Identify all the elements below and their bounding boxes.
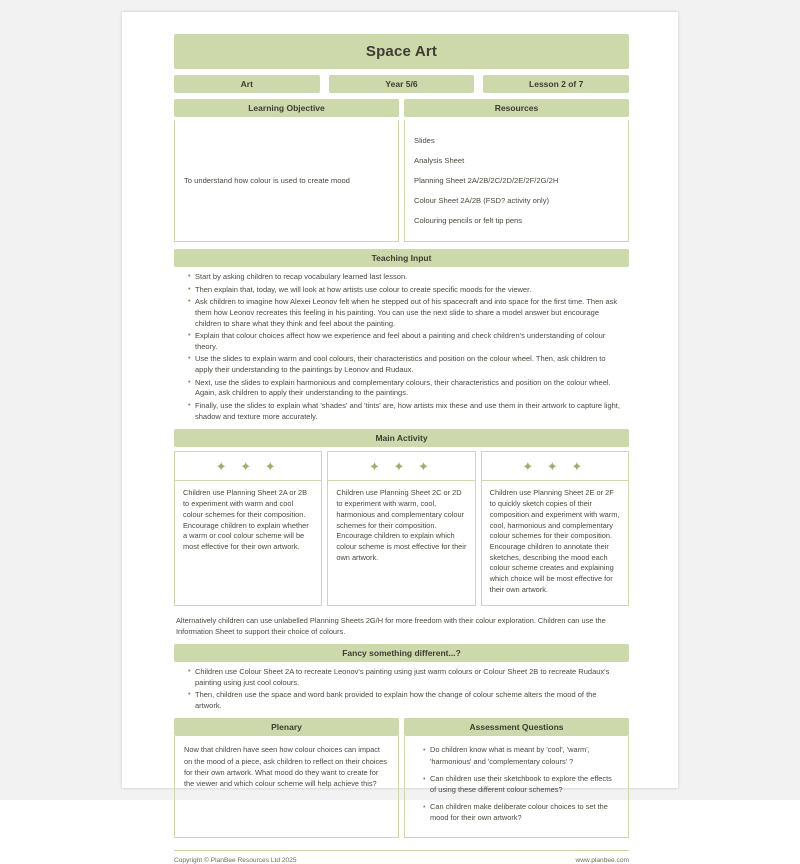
list-item: • Next, use the slides to explain harmonious and complementary colours, their characteristics and position on the colour wheel. Again, ask children to apply their understanding to the paintings. (188, 378, 625, 399)
leaf-decoration-icon: ✦ ✦ ✦ (328, 452, 474, 481)
list-item: Planning Sheet 2A/2B/2C/2D/2E/2F/2G/2H (414, 175, 559, 185)
meta-row (174, 75, 629, 93)
copyright-text: Copyright © PlanBee Resources Ltd 2025 (174, 857, 297, 864)
main-activity-column-2 (327, 451, 475, 605)
teaching-input-list (174, 272, 629, 422)
list-item: Slides (414, 135, 435, 145)
objective-resources-body (174, 120, 629, 242)
assessment-questions-list (414, 744, 619, 823)
fancy-something-different-heading: Fancy something different...? (174, 644, 629, 662)
leaf-decoration-icon: ✦ ✦ ✦ (482, 452, 628, 481)
page-title: Space Art (174, 34, 629, 69)
alternative-note: Alternatively children can use unlabelled Planning Sheets 2G/H for more freedom with their colour exploration. Children can use the Information Sheet to support their choice of colours. (176, 615, 606, 636)
list-item: • Explain that colour choices affect how we experience and feel about a painting and check children's understanding of colour theory. (188, 331, 625, 352)
main-activity-text-2: Children use Planning Sheet 2C or 2D to experiment with warm, cool, harmonious and complementary colour schemes for their composition. Encourage children to explain which colour scheme is most effective for their own artwork. (336, 488, 467, 562)
leaf-decoration-icon: ✦ ✦ ✦ (175, 452, 321, 481)
list-item: • Start by asking children to recap vocabulary learned last lesson. (188, 272, 625, 283)
list-item: • Finally, use the slides to explain what 'shades' and 'tints' are, how artists mix these and use them in their artwork to capture light, shadow and texture more accurately. (188, 401, 625, 422)
main-activity-text-3: Children use Planning Sheet 2E or 2F to quickly sketch copies of their composition and experiment with warm, cool, harmonious and complementary colour schemes for their composition. Encourage children to annotate their sketches, describing the mood each colour scheme creates and explaining which choice will be most effective for their own artwork. (489, 488, 620, 594)
list-item: • Ask children to imagine how Alexei Leonov felt when he stepped out of his spacecraft and into space for the first time. Then ask them how Leonov recreates this feeling in his painting. You can use the next slide to share a model answer but encourage children to share what they think and feel about the painting. (188, 297, 625, 329)
learning-objective-heading: Learning Objective (174, 99, 399, 117)
plenary-heading: Plenary (174, 718, 399, 736)
main-activity-heading: Main Activity (174, 429, 629, 447)
objective-resources-headers (174, 99, 629, 117)
plenary-assessment-body (174, 736, 629, 838)
list-item: • Children use Colour Sheet 2A to recreate Leonov's painting using just warm colours or Colour Sheet 2B to recreate Rudaux's painting using just cool colours. (188, 667, 625, 688)
list-item: • Can children make deliberate colour choices to set the mood for their own artwork? (423, 801, 619, 823)
list-item: • Use the slides to explain warm and cool colours, their characteristics and position on the colour wheel. Then, ask children to apply their understanding to the paintings by Leonov and Rudaux. (188, 354, 625, 375)
learning-objective-text: To understand how colour is used to create mood (174, 120, 399, 242)
assessment-questions-heading: Assessment Questions (404, 718, 629, 736)
list-item: Analysis Sheet (414, 155, 465, 165)
main-activity-text-1: Children use Planning Sheet 2A or 2B to experiment with warm and cool colour schemes for their composition. Encourage children to explain whether a warm or cool colour scheme will be most effective for their own artwork. (183, 488, 309, 551)
list-item: • Then, children use the space and word bank provided to explain how the change of colour scheme alters the mood of the artwork. (188, 690, 625, 711)
main-activity-column-3 (481, 451, 629, 605)
teaching-input-heading: Teaching Input (174, 249, 629, 267)
assessment-questions-box (404, 736, 629, 838)
resources-heading: Resources (404, 99, 629, 117)
year-group-badge: Year 5/6 (329, 75, 475, 93)
sheet-content (174, 34, 629, 864)
plenary-assessment-headers (174, 718, 629, 736)
list-item: • Do children know what is meant by 'cool', 'warm', 'harmonious' and 'complementary colours' ? (423, 744, 619, 766)
main-activity-columns (174, 451, 629, 605)
list-item: • Can children use their sketchbook to explore the effects of using these different colour schemes? (423, 773, 619, 795)
subject-badge: Art (174, 75, 320, 93)
main-activity-column-1 (174, 451, 322, 605)
fancy-something-different-list (174, 667, 629, 712)
resources-list (404, 120, 629, 242)
lesson-plan-sheet (122, 12, 678, 864)
list-item: Colour Sheet 2A/2B (FSD? activity only) (414, 196, 550, 206)
list-item: • Then explain that, today, we will look at how artists use colour to create specific moods for the viewer. (188, 285, 625, 296)
lesson-number-badge: Lesson 2 of 7 (483, 75, 629, 93)
website-link[interactable]: www.planbee.com (575, 857, 629, 864)
list-item: Colouring pencils or felt tip pens (414, 216, 523, 226)
plenary-text: Now that children have seen how colour choices can impact on the mood of a piece, ask children to reflect on their choices for their own artwork. What mood do they want to create for the viewer and which colour scheme will help achieve this? (174, 736, 399, 838)
footer (174, 850, 629, 864)
